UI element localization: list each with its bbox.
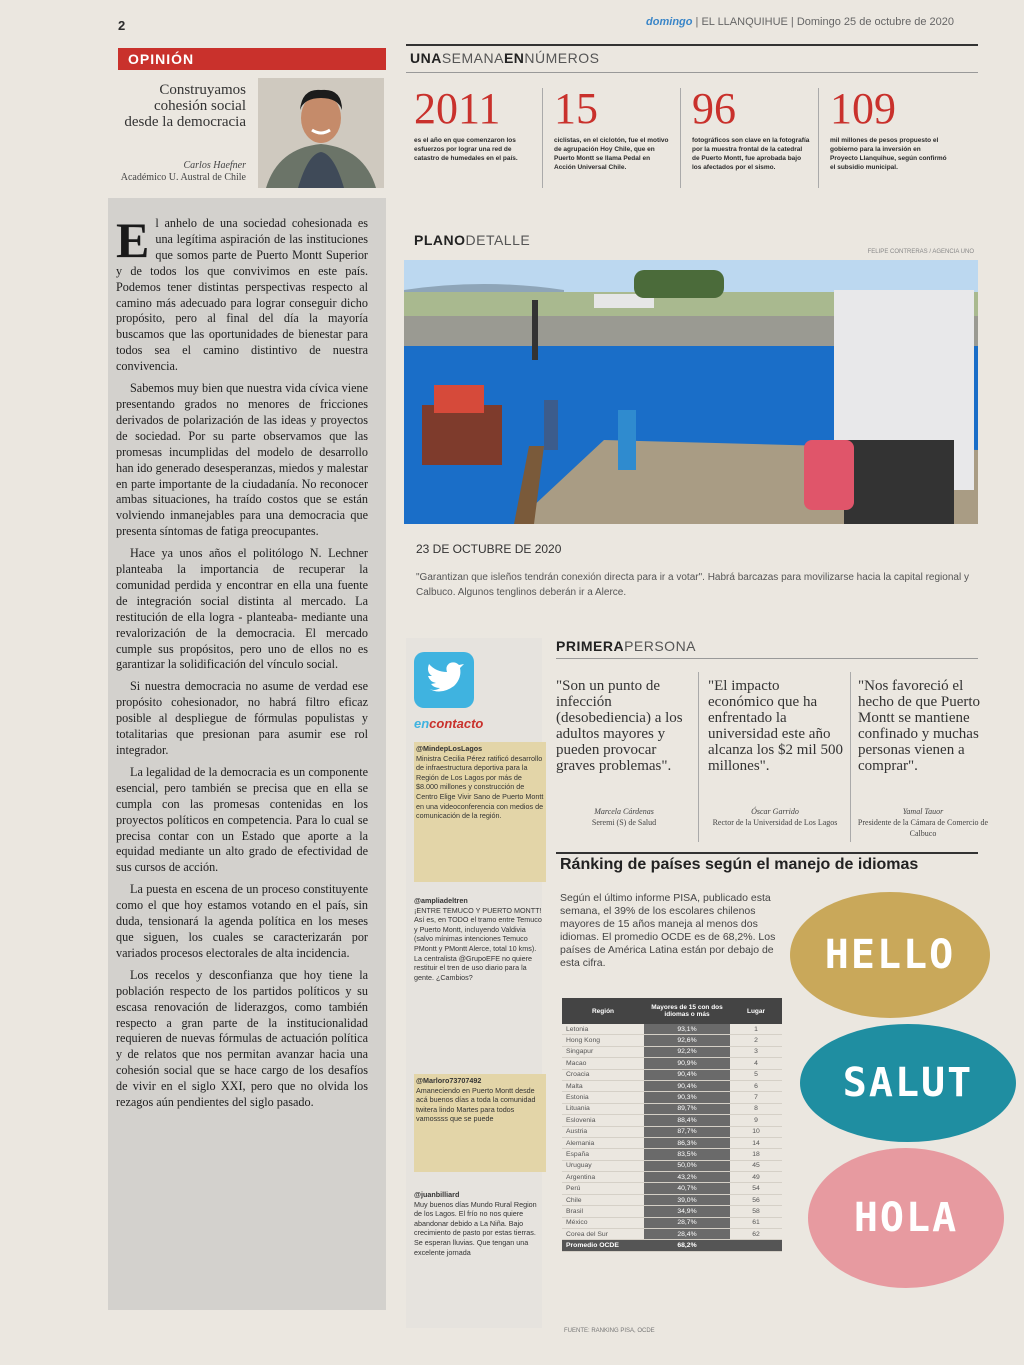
country-cell: Singapur: [562, 1046, 644, 1057]
photo-credit: FELIPE CONTRERAS / AGENCIA UNO: [867, 249, 974, 255]
numbers-heading: UNASEMANAENNÚMEROS: [410, 50, 600, 66]
average-label: Promedio OCDE: [562, 1240, 644, 1251]
article-paragraph: Los recelos y desconfianza que hoy tiene la población respecto de los partidos políticos y su escasa renovación de liderazgos, como también respecto a gran parte de la institucionalidad requieren de nuevas fórmulas de actuación política y de relatos que nos permitan avanzar hacia una cohesión social que se hace cargo de los desafíos de vivir en el siglo XXI, pero que no olvida los rezagos aún pendientes del siglo pasado.: [116, 967, 368, 1110]
percent-cell: 28,4%: [644, 1229, 730, 1240]
hello-bubble: HELLO: [790, 892, 990, 1018]
column-divider: [542, 88, 543, 188]
table-row: [562, 1137, 782, 1148]
percent-cell: 43,2%: [644, 1172, 730, 1183]
country-cell: Alemania: [562, 1137, 644, 1148]
rank-cell: 54: [730, 1183, 782, 1194]
table-row: [562, 1035, 782, 1046]
plano-heading: PLANODETALLE: [414, 232, 531, 248]
article-paragraph: Sabemos muy bien que nuestra vida cívica viene presentando grados no menores de fricciones derivados de polarización de las ideas y proyectos de sociedad. Por su parte observamos que las promesas incumplidas del modelo de desarrollo han ido generado desesperanzas, miedos y malestar en parte importante de la ciudadanía. No reconocer ambas situaciones, ha traído costos que se están volviendo inmanejables para una democracia que presenta síntomas de fatiga preocupantes.: [116, 381, 368, 539]
tweet-handle: @MindepLosLagos: [416, 744, 483, 753]
percent-cell: 86,3%: [644, 1137, 730, 1148]
percent-cell: 87,7%: [644, 1126, 730, 1137]
column-divider: [698, 672, 699, 842]
table-row: [562, 1194, 782, 1205]
percent-cell: 83,5%: [644, 1149, 730, 1160]
country-cell: España: [562, 1149, 644, 1160]
percent-cell: 90,4%: [644, 1080, 730, 1091]
photo-caption: "Garantizan que isleños tendrán conexión directa para ir a votar". Habrá barcazas para movilizarse hacia la capital regional y Calbuco. Algunos tenglinos deberán ir a Alerce.: [416, 572, 969, 598]
rank-cell: 6: [730, 1080, 782, 1091]
column-divider: [680, 88, 681, 188]
percent-cell: 88,4%: [644, 1115, 730, 1126]
article-paragraph: Si nuestra democracia no asume de verdad ese propósito cohesionador, no habrá filtro eficaz posible al despliegue de fórmulas populistas y totalitarias que presionan para asumir ese rol integrador.: [116, 679, 368, 757]
author-photo: [258, 78, 384, 188]
column-divider: [850, 672, 851, 842]
article-paragraph: Hace ya unos años el politólogo N. Lechner planteaba la importancia de recuperar la comunidad perdida y encontrar en ella una fuente de integración social distinta al mercado. La restitución de ella logra - planteaba- mediante una revalorización de la democracia. El mercado cumple sus propósitos, pero uno de ellos no es garantizar la solidificación del vínculo social.: [116, 546, 368, 672]
rank-cell: 62: [730, 1229, 782, 1240]
column-divider: [818, 88, 819, 188]
ranking-intro: Según el último informe PISA, publicado esta semana, el 39% de los escolares chilenos mayores de 15 años maneja al menos dos idiomas. El promedio OCDE es de 68,2%. Los países de América Latina están por debajo de esta cifra.: [560, 892, 776, 969]
country-cell: Corea del Sur: [562, 1229, 644, 1240]
country-cell: Letonia: [562, 1024, 644, 1035]
rank-cell: 3: [730, 1046, 782, 1057]
tweet-text: ¡ENTRE TEMUCO Y PUERTO MONTT! Así es, en TODO el tramo entre Temuco y Puerto Montt, incluyendo Valdivia (salvo mínimas intenciones Temuco PMontt y PMontt Alerce, total 10 kms). La centralista @GrupoEFE no quiere restituir el tren de uso diario para la gente. ¿Cambios?: [414, 905, 542, 982]
twitter-icon: [414, 652, 474, 708]
country-cell: Malta: [562, 1080, 644, 1091]
percent-cell: 90,4%: [644, 1069, 730, 1080]
tweet-text: Amaneciendo en Puerto Montt desde acá buenos días a toda la comunidad twitera lindo Martes para todos vamossss que se puede: [416, 1085, 536, 1124]
country-cell: Eslovenia: [562, 1115, 644, 1126]
number-value: 2011: [414, 84, 501, 133]
percent-cell: 89,7%: [644, 1103, 730, 1114]
percent-cell: 92,2%: [644, 1046, 730, 1057]
country-cell: Lituania: [562, 1103, 644, 1114]
salut-bubble: SALUT: [800, 1024, 1016, 1142]
number-text: es el año en que comenzaron los esfuerzos por lograr una red de catastro de humedales en el país.: [414, 137, 518, 162]
number-value: 109: [830, 84, 896, 133]
page-number: 2: [118, 18, 126, 33]
primera-heading: PRIMERAPERSONA: [556, 638, 697, 654]
numbers-top-rule: [406, 44, 978, 46]
percent-cell: 34,9%: [644, 1206, 730, 1217]
opinion-author: [118, 160, 246, 184]
percent-cell: 28,7%: [644, 1217, 730, 1228]
table-row: [562, 1172, 782, 1183]
table-row: [562, 1206, 782, 1217]
quote-author: Marcela Cárdenas Seremi (S) de Salud: [591, 807, 657, 827]
table-row: [562, 1217, 782, 1228]
masthead: [646, 16, 954, 28]
rank-cell: 14: [730, 1137, 782, 1148]
tweet: [414, 742, 546, 882]
tweet-handle: @ampliadeltren: [414, 896, 468, 905]
tweet-handle: @Marloro73707492: [416, 1076, 482, 1085]
country-cell: Hong Kong: [562, 1035, 644, 1046]
contacto-label: encontacto: [414, 716, 484, 731]
primera-rule: [556, 658, 978, 659]
quote: "El impacto económico que ha enfrentado la universidad este año alcanza los $2 mil 500 millones".: [708, 678, 843, 774]
average-row: [562, 1240, 782, 1251]
table-row: [562, 1080, 782, 1091]
numbers-bottom-rule: [406, 72, 978, 73]
rank-cell: 9: [730, 1115, 782, 1126]
table-row: [562, 1024, 782, 1035]
ranking-title: Ránking de países según el manejo de idiomas: [560, 856, 919, 873]
rank-cell: 10: [730, 1126, 782, 1137]
percent-cell: 50,0%: [644, 1160, 730, 1171]
tweet-handle: @juanbilliard: [414, 1190, 460, 1199]
masthead-date: | EL LLANQUIHUE | Domingo 25 de octubre de 2020: [695, 16, 954, 28]
rank-cell: 8: [730, 1103, 782, 1114]
percent-cell: 90,3%: [644, 1092, 730, 1103]
ranking-source: FUENTE: RANKING PISA, OCDE: [564, 1328, 655, 1334]
quote: "Nos favoreció el hecho de que Puerto Montt se mantiene confinado y muchas personas vienen a comprar".: [858, 678, 981, 774]
tweet-text: Muy buenos días Mundo Rural Region de los Lagos. El frío no nos quiere abandonar debido a La Niña. Bajo crecimiento de pasto por estas tierras. Se esperan lluvias. Que tengan una excelente jornada: [414, 1199, 537, 1257]
article-paragraph: La puesta en escena de un proceso constituyente como el que hoy estamos votando en el país, sin duda, tensionará la agenda política en los meses que siguen, los cuales se caracterizarán por variados procesos electorales de alta incidencia.: [116, 882, 368, 960]
hola-bubble: HOLA: [808, 1148, 1004, 1288]
table-row: [562, 1160, 782, 1171]
number-value: 96: [692, 84, 736, 133]
table-row: [562, 1069, 782, 1080]
rank-cell: 45: [730, 1160, 782, 1171]
photo-date: 23 DE OCTUBRE DE 2020: [416, 542, 562, 556]
rank-cell: 4: [730, 1058, 782, 1069]
rank-cell: 2: [730, 1035, 782, 1046]
tweet: [414, 1190, 542, 1257]
author-name: Carlos Haefner: [183, 160, 246, 171]
country-cell: Perú: [562, 1183, 644, 1194]
country-cell: Chile: [562, 1194, 644, 1205]
opinion-label: OPINIÓN: [128, 51, 195, 67]
table-row: [562, 1126, 782, 1137]
percent-cell: 90,9%: [644, 1058, 730, 1069]
table-row: [562, 1149, 782, 1160]
country-cell: Brasil: [562, 1206, 644, 1217]
number-text: ciclistas, en el ciclotón, fue el motivo de agrupación Hoy Chile, que en Puerto Montt se llama Pedal en Acción Universal Chile.: [554, 137, 669, 171]
opinion-title: Construyamos cohesión social desde la democracia: [124, 82, 246, 130]
average-value: 68,2%: [644, 1240, 730, 1251]
percent-cell: 92,6%: [644, 1035, 730, 1046]
table-row: [562, 1103, 782, 1114]
table-row: [562, 1115, 782, 1126]
number-value: 15: [554, 84, 598, 133]
tweet: [414, 1074, 546, 1172]
country-cell: México: [562, 1217, 644, 1228]
country-cell: Estonia: [562, 1092, 644, 1103]
table-row: [562, 1092, 782, 1103]
ranking-table: [562, 998, 782, 1252]
country-cell: Croacia: [562, 1069, 644, 1080]
tweet-text: Ministra Cecilia Pérez ratificó desarrollo de infraestructura deportiva para la Región de Los Lagos por más de $8.000 millones y construcción de Centro Elige Vivir Sano de Puerto Montt en una videoconferencia con medios de comunicación de la región.: [416, 753, 544, 821]
author-role: Académico U. Austral de Chile: [120, 172, 246, 183]
rank-cell: 49: [730, 1172, 782, 1183]
table-header-row: Región Mayores de 15 con dos idiomas o más Lugar: [562, 998, 782, 1024]
country-cell: Macao: [562, 1058, 644, 1069]
rank-cell: 61: [730, 1217, 782, 1228]
quote-author: Óscar Garrido Rector de la Universidad de Los Lagos: [712, 807, 838, 827]
masthead-brand: domingo: [646, 16, 693, 28]
rank-cell: 58: [730, 1206, 782, 1217]
percent-cell: 40,7%: [644, 1183, 730, 1194]
rank-cell: 18: [730, 1149, 782, 1160]
article-paragraph: La legalidad de la democracia es un componente esencial, pero también se precisa que en ella se cumpla con las promesas contenidas en los proyectos políticos en competencia. Para lo cual se precisa contar con un Estado que aporte a la equidad mediante un alto grado de efectividad de sus cursos de acción.: [116, 764, 368, 875]
country-cell: Argentina: [562, 1172, 644, 1183]
rank-cell: 7: [730, 1092, 782, 1103]
rank-cell: 1: [730, 1024, 782, 1035]
percent-cell: 39,0%: [644, 1194, 730, 1205]
rank-cell: 5: [730, 1069, 782, 1080]
quote-author: Yamal Tauor Presidente de la Cámara de Comercio de Calbuco: [857, 807, 989, 838]
opinion-article: [116, 212, 368, 1117]
drop-cap: E: [116, 212, 150, 268]
rank-cell: 56: [730, 1194, 782, 1205]
quote: "Son un punto de infección (desobediencia) a los adultos mayores y pueden provocar graves problemas".: [556, 678, 683, 774]
number-text: mil millones de pesos propuesto el gobierno para la inversión en Proyecto Llanquihue, según confirmó el subsidio municipal.: [830, 137, 947, 171]
table-row: [562, 1183, 782, 1194]
table-row: [562, 1058, 782, 1069]
article-paragraph: El anhelo de una sociedad cohesionada es una legítima aspiración de las instituciones que somos parte de Puerto Montt Superior y de todos los que convivimos en este país. Podemos tener distintas perspectivas respecto al camino más adecuado para lograr conseguir dicho propósito, pero al final del día la mayoría buscamos que las oportunidades de bienestar para todos sea el camino distintivo de nuestra convivencia.: [116, 212, 368, 374]
country-cell: Uruguay: [562, 1160, 644, 1171]
table-row: [562, 1046, 782, 1057]
pier-photo: [404, 260, 978, 524]
ranking-rule: [556, 852, 978, 854]
country-cell: Austria: [562, 1126, 644, 1137]
percent-cell: 93,1%: [644, 1024, 730, 1035]
tweet: [414, 896, 542, 982]
number-text: fotográficos son clave en la fotografía por la muestra frontal de la catedral de Puerto Montt, fue aprobada bajo los afectados por el sismo.: [692, 137, 810, 171]
table-row: [562, 1229, 782, 1240]
opinion-section-bar: [118, 48, 386, 70]
